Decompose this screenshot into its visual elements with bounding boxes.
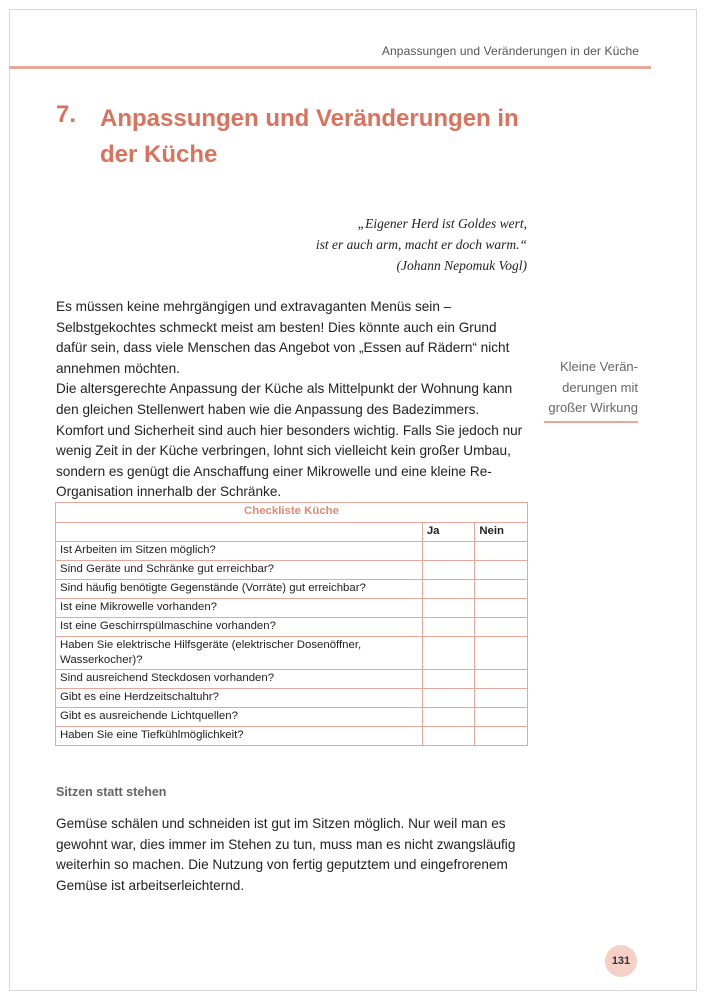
margin-note-rule (544, 421, 638, 423)
margin-note-line-1: Kleine Verän- (559, 359, 638, 374)
checklist-yes-cell[interactable] (422, 727, 474, 746)
checklist-question: Sind Geräte und Schränke gut erreichbar? (56, 561, 423, 580)
checklist-no-cell[interactable] (475, 708, 528, 727)
margin-note-line-3: großer Wirkung (548, 400, 638, 415)
running-head: Anpassungen und Veränderungen in der Küche (381, 44, 639, 58)
checklist-no-cell[interactable] (475, 618, 528, 637)
checklist-row (56, 618, 528, 637)
chapter-title: Anpassungen und Veränderungen in der Küche (100, 105, 519, 168)
checklist-row (56, 708, 528, 727)
page-number-badge: 131 (605, 945, 637, 977)
header-rule (9, 66, 651, 69)
checklist-row (56, 637, 528, 670)
chapter-number: 7. (56, 101, 77, 128)
checklist-question: Haben Sie elektrische Hilfsgeräte (elektrischer Dosenöffner, Wasserkocher)? (56, 637, 423, 670)
checklist-no-cell[interactable] (475, 599, 528, 618)
intro-paragraph-2: Die altersgerechte Anpassung der Küche als Mittelpunkt der Wohnung kann den gleichen Stellenwert haben wie die Anpassung des Badezimmers. Komfort und Sicherheit sind auch hier besonders wichtig. Falls Sie jedoch nur wenig Zeit in der Küche verbringen, lohnt sich vielleicht kein großer Umbau, sondern es genügt die Anschaffung einer Mikrowelle und eine kleine Re-Organisation innerhalb der Schränke. (56, 381, 523, 500)
checklist-yes-cell[interactable] (422, 599, 474, 618)
checklist-row (56, 689, 528, 708)
checklist-no-header: Nein (475, 523, 528, 542)
checklist-question: Ist eine Mikrowelle vorhanden? (56, 599, 423, 618)
checklist-no-cell[interactable] (475, 542, 528, 561)
quote-author: (Johann Nepomuk Vogl) (396, 258, 527, 273)
checklist-no-cell[interactable] (475, 637, 528, 670)
checklist-yes-cell[interactable] (422, 618, 474, 637)
section-text (56, 814, 530, 896)
checklist-yes-header: Ja (422, 523, 474, 542)
intro-paragraph-1: Es müssen keine mehrgängigen und extravaganten Menüs sein – Selbstgekochtes schmeckt meist am besten! Dies könnte auch ein Grund dafür sein, dass viele Menschen das Angebot von „Essen auf Rädern“ nicht annehmen möchten. (56, 299, 510, 376)
checklist-yes-cell[interactable] (422, 670, 474, 689)
checklist-yes-cell[interactable] (422, 542, 474, 561)
margin-note (544, 357, 638, 419)
intro-text (56, 297, 530, 503)
section-heading: Sitzen statt stehen (56, 785, 167, 799)
checklist-question: Sind ausreichend Steckdosen vorhanden? (56, 670, 423, 689)
checklist-question: Ist Arbeiten im Sitzen möglich? (56, 542, 423, 561)
checklist-yes-cell[interactable] (422, 580, 474, 599)
checklist-no-cell[interactable] (475, 580, 528, 599)
checklist-row (56, 599, 528, 618)
checklist-no-cell[interactable] (475, 670, 528, 689)
checklist-row (56, 542, 528, 561)
checklist-row (56, 670, 528, 689)
checklist-row (56, 727, 528, 746)
checklist-yes-cell[interactable] (422, 708, 474, 727)
checklist-question: Haben Sie eine Tiefkühlmöglichkeit? (56, 727, 423, 746)
checklist-no-cell[interactable] (475, 689, 528, 708)
checklist-question: Gibt es eine Herdzeitschaltuhr? (56, 689, 423, 708)
kitchen-checklist-table (55, 502, 528, 746)
epigraph-quote (227, 213, 527, 276)
checklist-question: Gibt es ausreichende Lichtquellen? (56, 708, 423, 727)
checklist-question-header (56, 523, 423, 542)
quote-line-1: „Eigener Herd ist Goldes wert, (357, 216, 527, 231)
checklist-row (56, 580, 528, 599)
section-paragraph: Gemüse schälen und schneiden ist gut im Sitzen möglich. Nur weil man es gewohnt war, dies immer im Stehen zu tun, muss man es nicht zwangsläufig weiterhin so machen. Die Nutzung von fertig geputztem und eingefrorenem Gemüse ist arbeitserleichternd. (56, 816, 516, 893)
checklist-body (56, 542, 528, 746)
checklist-question: Sind häufig benötigte Gegenstände (Vorräte) gut erreichbar? (56, 580, 423, 599)
quote-line-2: ist er auch arm, macht er doch warm.“ (315, 237, 527, 252)
checklist-row (56, 561, 528, 580)
checklist-question: Ist eine Geschirrspülmaschine vorhanden? (56, 618, 423, 637)
checklist-yes-cell[interactable] (422, 637, 474, 670)
checklist-no-cell[interactable] (475, 727, 528, 746)
checklist-title: Checkliste Küche (56, 503, 528, 523)
checklist-yes-cell[interactable] (422, 689, 474, 708)
checklist-no-cell[interactable] (475, 561, 528, 580)
checklist-yes-cell[interactable] (422, 561, 474, 580)
margin-note-line-2: derungen mit (562, 379, 638, 395)
